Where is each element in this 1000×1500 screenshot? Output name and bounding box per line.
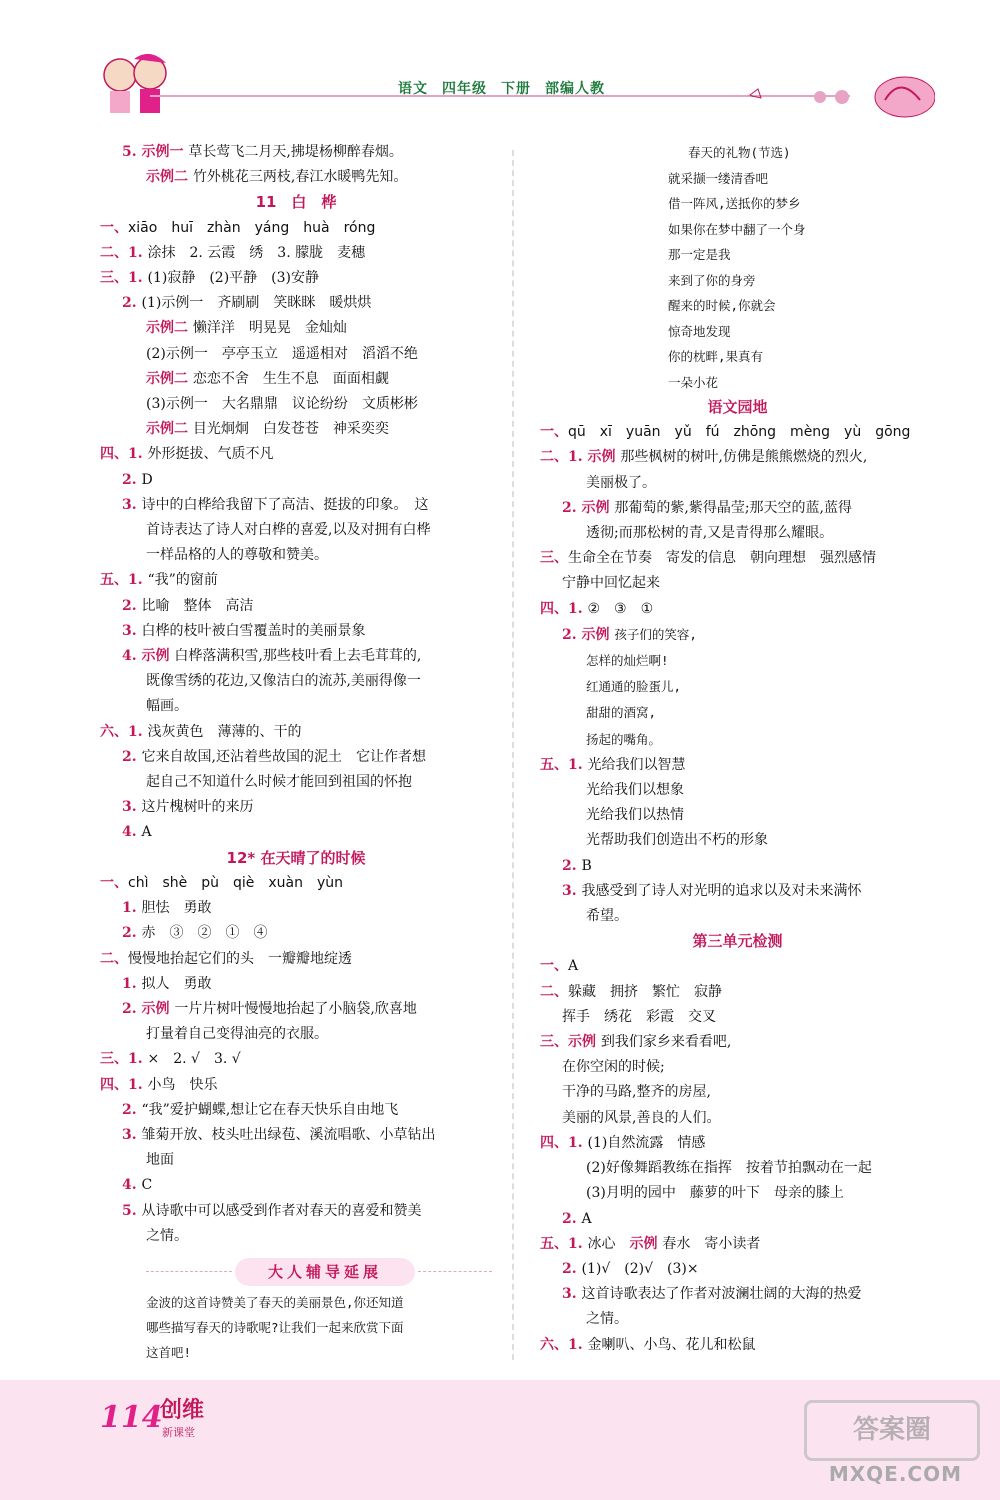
answer-line	[100, 518, 492, 543]
answer-text: (2)示例一 亭亭玉立 遥遥相对 滔滔不绝	[146, 345, 418, 362]
poem-line: 你的枕畔,果真有	[668, 349, 764, 364]
answer-line	[100, 493, 492, 518]
answer-line	[100, 669, 492, 694]
answer-text: 透彻;而那松树的青,又是青得那么耀眼。	[586, 525, 834, 542]
answer-line	[540, 420, 935, 445]
answer-text: 胆怯 勇敢	[141, 900, 212, 917]
snail-decoration-icon	[745, 55, 935, 120]
question-number: 4.	[122, 824, 142, 841]
answer-line	[540, 727, 935, 753]
example-label: 示例二	[146, 370, 193, 387]
question-number: 1.	[568, 1235, 588, 1252]
answer-text: 光帮助我们创造出不朽的形象	[586, 832, 768, 849]
answer-text: 浅灰黄色 薄薄的、干的	[147, 723, 302, 740]
answer-text: × 2. √ 3. √	[147, 1051, 241, 1068]
answer-text: 小鸟 快乐	[147, 1076, 218, 1093]
answer-line	[100, 1199, 492, 1224]
extension-text	[146, 1290, 492, 1365]
extension-title: 大人辅导延展	[235, 1258, 415, 1286]
answer-line	[100, 871, 492, 896]
answer-line	[540, 471, 935, 496]
answer-text: 美丽极了。	[586, 474, 656, 491]
question-number: 1.	[568, 1336, 588, 1353]
example-label: 示例一	[141, 144, 189, 160]
answer-text: (1)自然流露 情感	[587, 1134, 706, 1151]
poem-line: 醒来的时候,你就会	[668, 298, 776, 313]
answer-text: 干净的马路,整齐的房屋,	[562, 1084, 711, 1101]
answer-text: 白桦的枝叶被白雪覆盖时的美丽景象	[141, 622, 366, 639]
question-number: 2.	[122, 1101, 142, 1118]
extension-line: 金波的这首诗赞美了春天的美丽景色,你还知道	[146, 1295, 404, 1310]
answer-text: 一片片树叶慢慢地抬起了小脑袋,欣喜地	[174, 1000, 417, 1017]
cartoon-kids-icon	[92, 45, 182, 120]
question-number: 2.	[122, 471, 142, 488]
question-number: 1.	[128, 270, 148, 287]
answer-line	[540, 904, 935, 929]
header-subject: 语文	[398, 81, 428, 97]
answer-text: 外形挺拔、气质不凡	[147, 446, 274, 463]
poem-line: 借一阵风,送抵你的梦乡	[668, 196, 801, 211]
answer-line	[100, 644, 492, 669]
answer-line	[100, 291, 492, 316]
answer-line	[540, 1080, 935, 1105]
answer-line	[540, 546, 935, 571]
answer-text: 光给我们以想象	[586, 782, 684, 799]
section-number: 五、	[100, 572, 128, 589]
poem-line: 那一定是我	[668, 247, 731, 262]
answer-text: 懒洋洋 明晃晃 金灿灿	[192, 320, 347, 337]
question-number: 1.	[122, 975, 142, 992]
answer-text: C	[141, 1177, 153, 1194]
poem-line: 一朵小花	[668, 374, 719, 390]
extension-line: 这首吧!	[146, 1345, 192, 1360]
question-number: 3.	[562, 882, 582, 899]
example-label: 示例	[141, 1000, 175, 1017]
answer-text: 打量着自己变得油亮的衣服。	[146, 1026, 328, 1043]
question-number: 2.	[122, 295, 142, 312]
answer-text: 宁静中回忆起来	[562, 575, 660, 592]
answer-text: 冰心	[587, 1235, 630, 1252]
header-title	[398, 78, 619, 98]
answer-text: (2)好像舞蹈教练在指挥 按着节拍飘动在一起	[586, 1160, 872, 1177]
answer-line	[100, 594, 492, 619]
answer-text: 那些枫树的树叶,仿佛是熊熊燃烧的烈火,	[620, 449, 868, 466]
question-number: 2.	[122, 1000, 142, 1017]
answer-line	[540, 1055, 935, 1080]
question-number: 2.	[562, 626, 582, 643]
answer-line	[540, 1307, 935, 1332]
answer-text: 它来自故国,还沾着些故国的泥土 它让作者想	[141, 748, 426, 765]
answer-text: (1)√ (2)√ (3)×	[581, 1260, 699, 1277]
answer-text: “我”的窗前	[147, 572, 218, 589]
answer-text: 拟人 勇敢	[141, 975, 212, 992]
answer-text: A	[568, 958, 579, 975]
answer-line	[540, 674, 935, 700]
section-title: 12* 在天晴了的时候	[226, 848, 366, 867]
answer-line	[100, 216, 492, 241]
answer-line	[100, 241, 492, 266]
question-number: 3.	[562, 1286, 582, 1303]
example-label: 示例	[629, 1235, 663, 1252]
section-number: 六、	[540, 1336, 568, 1353]
answer-line	[540, 1005, 935, 1030]
answer-line	[100, 619, 492, 644]
header-volume: 下册	[501, 81, 531, 97]
answer-line	[100, 720, 492, 745]
answer-text: “我”爱护蝴蝶,想让它在春天快乐自由地飞	[141, 1101, 399, 1118]
section-number: 二、	[100, 950, 128, 967]
section-number: 二、	[540, 449, 568, 466]
answer-line	[100, 367, 492, 392]
answer-line	[100, 997, 492, 1022]
example-label: 示例	[581, 499, 615, 516]
answer-line	[100, 1073, 492, 1098]
example-label: 示例	[587, 449, 621, 466]
answer-text: B	[581, 857, 592, 874]
answer-line	[540, 496, 935, 521]
column-divider	[512, 150, 514, 1360]
extension-line: 哪些描写春天的诗歌呢?让我们一起来欣赏下面	[146, 1320, 404, 1335]
poem-title: 春天的礼物(节选)	[688, 145, 791, 160]
question-number: 1.	[568, 756, 588, 773]
section-number: 三、	[540, 550, 568, 567]
answer-text: 美丽的风景,善良的人们。	[562, 1109, 721, 1126]
answer-line	[100, 972, 492, 997]
section-number: 三、	[100, 270, 128, 287]
answer-line	[540, 1257, 935, 1282]
answer-line	[540, 700, 935, 726]
question-number: 2.	[122, 748, 142, 765]
example-label: 示例二	[146, 169, 193, 186]
answer-line	[100, 392, 492, 417]
question-number: 2.	[562, 1260, 582, 1277]
answer-text: (3)月明的园中 藤萝的叶下 母亲的膝上	[586, 1185, 844, 1202]
answer-text: 之情。	[146, 1227, 188, 1244]
answer-line	[100, 468, 492, 493]
answer-text: qū xī yuān yǔ fú zhōng mèng yù gōng	[568, 424, 911, 441]
answer-line	[100, 770, 492, 795]
question-number: 5.	[122, 144, 142, 160]
answer-line	[100, 1123, 492, 1148]
question-number: 2.	[122, 925, 142, 942]
answer-text: 雏菊开放、枝头吐出绿苞、溪流唱歌、小草钻出	[141, 1126, 436, 1143]
answer-text: 一样品格的人的尊敬和赞美。	[146, 547, 328, 564]
answer-text: 慢慢地抬起它们的头 一瓣瓣地绽透	[128, 950, 352, 967]
example-label: 示例	[141, 648, 175, 665]
answer-line	[100, 543, 492, 568]
answer-text: xiāo huī zhàn yáng huà róng	[128, 219, 376, 236]
answer-text: 我感受到了诗人对光明的追求以及对未来满怀	[581, 882, 862, 899]
section-number: 一、	[100, 874, 128, 891]
section-number: 三、	[540, 1034, 568, 1051]
page-number: 114	[100, 1400, 163, 1435]
answer-text: 在你空闲的时候;	[562, 1059, 665, 1076]
answer-text: (1)示例一 齐刷刷 笑眯眯 暖烘烘	[141, 295, 372, 312]
answer-line	[100, 1148, 492, 1173]
question-number: 1.	[568, 1134, 588, 1151]
question-number: 3.	[122, 496, 142, 513]
question-number: 1.	[128, 446, 148, 463]
answer-line	[540, 803, 935, 828]
question-number: 1.	[128, 572, 148, 589]
section-number: 一、	[100, 219, 128, 236]
answer-text: 光给我们以智慧	[587, 756, 686, 773]
answer-line	[540, 622, 935, 648]
answer-line	[540, 521, 935, 546]
answer-line	[540, 1282, 935, 1307]
answer-line	[540, 571, 935, 596]
answer-text: 这首诗歌表达了作者对波澜壮阔的大海的热爱	[581, 1286, 862, 1303]
question-number: 4.	[122, 1177, 142, 1194]
answer-line	[100, 745, 492, 770]
answer-text: 扬起的嘴角。	[586, 731, 662, 747]
answer-text: 到我们家乡来看看吧,	[600, 1034, 732, 1051]
answer-line	[540, 1030, 935, 1055]
answer-text: 白桦落满积雪,那些枝叶看上去毛茸茸的,	[174, 648, 422, 665]
section-number: 四、	[540, 1134, 568, 1151]
answer-text: 春水 寄小读者	[662, 1235, 761, 1252]
answer-text: (3)示例一 大名鼎鼎 议论纷纷 文质彬彬	[146, 396, 418, 413]
answer-line	[540, 879, 935, 904]
poem-line: 来到了你的身旁	[668, 272, 756, 288]
example-label: 示例	[568, 1034, 601, 1051]
poem-line: 惊奇地发现	[668, 323, 731, 339]
question-number: 2.	[562, 857, 582, 874]
answer-line	[100, 896, 492, 921]
answer-text: 恋恋不舍 生生不息 面面相觑	[192, 370, 389, 387]
answer-line	[540, 1181, 935, 1206]
left-column	[100, 140, 492, 1249]
answer-text: 幅画。	[146, 698, 188, 715]
question-number: 1.	[122, 900, 142, 917]
answer-text: 躲藏 拥挤 繁忙 寂静	[568, 983, 722, 1000]
answer-line	[100, 1098, 492, 1123]
section-title: 第三单元检测	[692, 932, 783, 951]
answer-text: A	[141, 824, 152, 841]
answer-line	[540, 1207, 935, 1232]
answer-line	[100, 316, 492, 341]
section-number: 一、	[540, 424, 568, 441]
section-number: 一、	[540, 958, 568, 975]
answer-line	[100, 1173, 492, 1198]
answer-line	[540, 828, 935, 853]
answer-text: 怎样的灿烂啊!	[586, 653, 669, 669]
answer-text: 诗中的白桦给我留下了高洁、挺拔的印象。 这	[141, 496, 429, 513]
answer-text: 涂抹 2. 云霞 绣 3. 朦胧 麦穗	[147, 244, 366, 261]
answer-text: D	[141, 471, 153, 488]
answer-text: 赤 ③ ② ① ④	[141, 925, 268, 942]
question-number: 1.	[568, 449, 588, 466]
answer-line	[100, 947, 492, 972]
answer-text: 从诗歌中可以感受到作者对春天的喜爱和赞美	[141, 1202, 422, 1219]
section-number: 三、	[100, 1051, 128, 1068]
question-number: 5.	[122, 1202, 142, 1219]
answer-line	[100, 921, 492, 946]
answer-line	[540, 753, 935, 778]
answer-text: 孩子们的笑容,	[614, 626, 697, 642]
answer-text: 目光炯炯 白发苍苍 神采奕奕	[192, 421, 389, 438]
example-label: 示例二	[146, 421, 193, 438]
answer-text: 之情。	[586, 1311, 628, 1328]
question-number: 2.	[562, 499, 582, 516]
answer-text: (1)寂静 (2)平静 (3)安静	[147, 270, 319, 287]
answer-line	[100, 694, 492, 719]
answer-text: 地面	[146, 1152, 174, 1169]
answer-line	[100, 417, 492, 442]
answer-line	[100, 568, 492, 593]
answer-text: 光给我们以热情	[586, 807, 684, 824]
answer-text: chì shè pù qiè xuàn yùn	[128, 874, 344, 891]
section-number: 四、	[540, 600, 568, 617]
question-number: 1.	[128, 723, 148, 740]
question-number: 3.	[122, 622, 142, 639]
section-title: 11 白 桦	[255, 193, 337, 212]
extension-rule-left	[146, 1271, 232, 1273]
answer-text: ② ③ ①	[587, 600, 654, 617]
answer-line	[100, 1022, 492, 1047]
right-column	[540, 140, 935, 1358]
extension-rule-right	[418, 1271, 492, 1273]
answer-line	[540, 954, 935, 979]
poem-line: 如果你在梦中翻了一个身	[668, 221, 806, 237]
poem-line: 就采撷一缕清香吧	[668, 170, 769, 186]
question-number: 3.	[122, 799, 142, 816]
answer-line	[540, 854, 935, 879]
header-edition: 部编人教	[545, 81, 605, 97]
answer-line	[100, 1224, 492, 1249]
watermark-logo: 答案圈	[804, 1400, 980, 1461]
answer-text: 首诗表达了诗人对白桦的喜爱,以及对拥有白桦	[146, 522, 431, 539]
answer-text: 甜甜的酒窝,	[586, 705, 657, 721]
section-number: 四、	[100, 446, 128, 463]
question-number: 1.	[128, 1076, 148, 1093]
section-number: 四、	[100, 1076, 128, 1093]
answer-text: 挥手 绣花 彩霞 交叉	[562, 1008, 716, 1025]
answer-line	[540, 980, 935, 1005]
answer-line	[100, 165, 492, 190]
answer-line	[100, 820, 492, 845]
header-grade: 四年级	[442, 81, 487, 97]
answer-text: 草长莺飞二月天,拂堤杨柳醉春烟。	[188, 144, 403, 160]
answer-line	[100, 140, 492, 165]
brand-logo: 创维	[160, 1398, 205, 1423]
answer-text: 比喻 整体 高洁	[141, 597, 254, 614]
answer-line	[540, 648, 935, 674]
answer-line	[100, 442, 492, 467]
answer-text: 既像雪绣的花边,又像洁白的流苏,美丽得像一	[146, 673, 421, 690]
answer-text: A	[581, 1210, 592, 1227]
answer-text: 那葡萄的紫,紫得晶莹;那天空的蓝,蓝得	[614, 499, 852, 516]
answer-line	[540, 445, 935, 470]
example-label: 示例二	[146, 320, 193, 337]
section-number: 五、	[540, 1235, 568, 1252]
question-number: 4.	[122, 648, 142, 665]
answer-line	[100, 1047, 492, 1072]
section-title: 语文园地	[707, 398, 768, 416]
answer-line	[100, 266, 492, 291]
question-number: 2.	[122, 597, 142, 614]
answer-line	[100, 342, 492, 367]
answer-line	[540, 1156, 935, 1181]
section-number: 二、	[540, 983, 568, 1000]
answer-line	[540, 1131, 935, 1156]
answer-line	[540, 1333, 935, 1358]
answer-text: 红通通的脸蛋儿,	[586, 679, 682, 695]
question-number: 1.	[128, 244, 148, 261]
answer-line	[540, 778, 935, 803]
section-number: 五、	[540, 756, 568, 773]
answer-text: 这片槐树叶的来历	[141, 799, 254, 816]
question-number: 1.	[568, 600, 588, 617]
brand-subtitle: 新课堂	[162, 1426, 195, 1439]
example-label: 示例	[581, 626, 615, 643]
question-number: 3.	[122, 1126, 142, 1143]
answer-text: 起自己不知道什么时候才能回到祖国的怀抱	[146, 774, 412, 791]
section-number: 二、	[100, 244, 128, 261]
question-number: 1.	[128, 1051, 148, 1068]
section-number: 六、	[100, 723, 128, 740]
answer-line	[100, 795, 492, 820]
answer-text: 竹外桃花三两枝,春江水暖鸭先知。	[192, 169, 408, 186]
answer-line	[540, 1232, 935, 1257]
answer-text: 希望。	[586, 908, 628, 925]
answer-line	[540, 1106, 935, 1131]
question-number: 2.	[562, 1210, 582, 1227]
watermark-url: MXQE.COM	[828, 1462, 962, 1486]
answer-text: 生命全在节奏 寄发的信息 朝向理想 强烈感情	[568, 550, 876, 567]
answer-line	[540, 597, 935, 622]
answer-text: 金喇叭、小鸟、花儿和松鼠	[587, 1336, 756, 1353]
